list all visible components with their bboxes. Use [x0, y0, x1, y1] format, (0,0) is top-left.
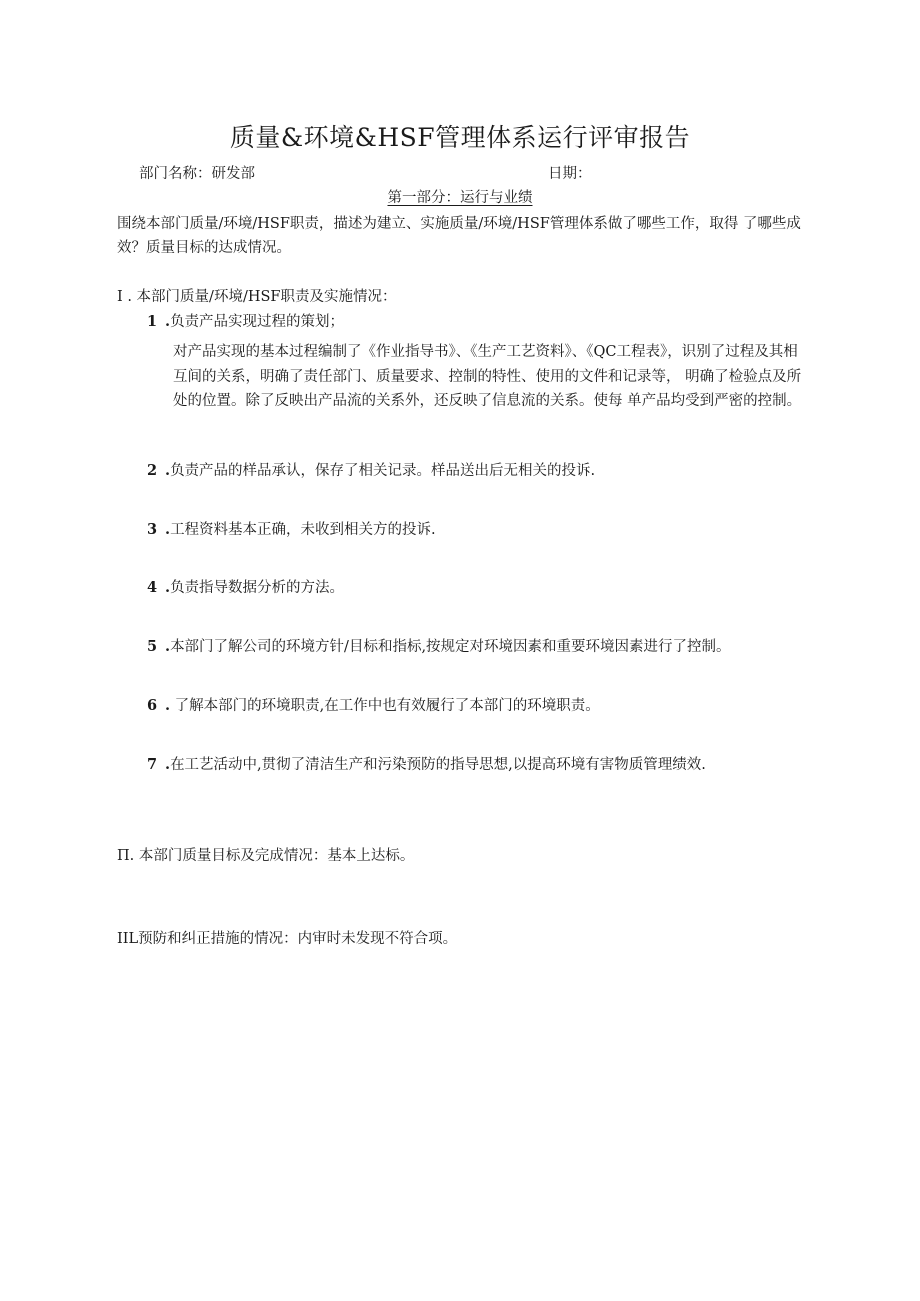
item-text: 工程资料基本正确，未收到相关方的投诉.: [170, 522, 436, 538]
part-heading: [0, 188, 920, 208]
list-item-7: 7 .在工艺活动中,贯彻了清洁生产和污染预防的指导思想,以提高环境有害物质管理绩效.: [147, 754, 706, 776]
department-field: 部门名称：研发部: [139, 166, 255, 182]
list-item-4: 4 .负责指导数据分析的方法。: [147, 577, 344, 599]
section-2: П. 本部门质量目标及完成情况：基本上达标。: [117, 848, 415, 864]
item-text: 了解本部门的环境职责,在工作中也有效履行了本部门的环境职责。: [170, 698, 600, 714]
item-number: 7: [147, 756, 158, 773]
list-item-3: 3 .工程资料基本正确，未收到相关方的投诉.: [147, 519, 436, 541]
document-title: 质量&环境&HSF管理体系运行评审报告: [229, 123, 691, 152]
item-number: 5: [147, 638, 158, 655]
part-heading-text: 第一部分：运行与业绩: [387, 190, 533, 206]
item-number: 4: [147, 579, 158, 596]
item-number: 6: [147, 697, 158, 714]
item-number: 3: [147, 521, 158, 538]
item-text: 在工艺活动中,贯彻了清洁生产和污染预防的指导思想,以提高环境有害物质管理绩效.: [170, 757, 706, 773]
list-item-5: 5 .本部门了解公司的环境方针/目标和指标,按规定对环境因素和重要环境因素进行了控制。: [147, 636, 731, 658]
list-item-2: 2 .负责产品的样品承认，保存了相关记录。样品送出后无相关的投诉.: [147, 460, 595, 482]
item-text: 负责产品实现过程的策划；: [170, 314, 345, 330]
intro-paragraph: 围绕本部门质量/环境/HSF职责，描述为建立、实施质量/环境/HSF管理体系做了哪些工作，取得 了哪些成效？质量目标的达成情况。: [117, 216, 801, 256]
item-number: 2: [147, 462, 158, 479]
section-1-heading: I . 本部门质量/环境/HSF职责及实施情况：: [117, 289, 397, 305]
item-1-detail: 对产品实现的基本过程编制了《作业指导书》、《生产工艺资料》、《QC工程表》，识别了过程及其相互间的关系，明确了责任部门、质量要求、控制的特性、使用的文件和记录等， 明确了检验点及所处的位置。除了反映出产品流的关系外，还反映了信息流的关系。使每 单产品均受到严密的控制。: [173, 344, 802, 409]
date-field: 日期：: [548, 166, 592, 182]
list-item-6: 6 . 了解本部门的环境职责,在工作中也有效履行了本部门的环境职责。: [147, 695, 600, 717]
item-text: 负责产品的样品承认，保存了相关记录。样品送出后无相关的投诉.: [170, 463, 596, 479]
item-text: 本部门了解公司的环境方针/目标和指标,按规定对环境因素和重要环境因素进行了控制。: [170, 639, 731, 655]
section-3: IIL预防和纠正措施的情况：内审时未发现不符合项。: [117, 931, 458, 947]
list-item-1: 1 .负责产品实现过程的策划；: [147, 311, 344, 333]
item-text: 负责指导数据分析的方法。: [170, 580, 345, 596]
item-number: 1: [147, 313, 158, 330]
